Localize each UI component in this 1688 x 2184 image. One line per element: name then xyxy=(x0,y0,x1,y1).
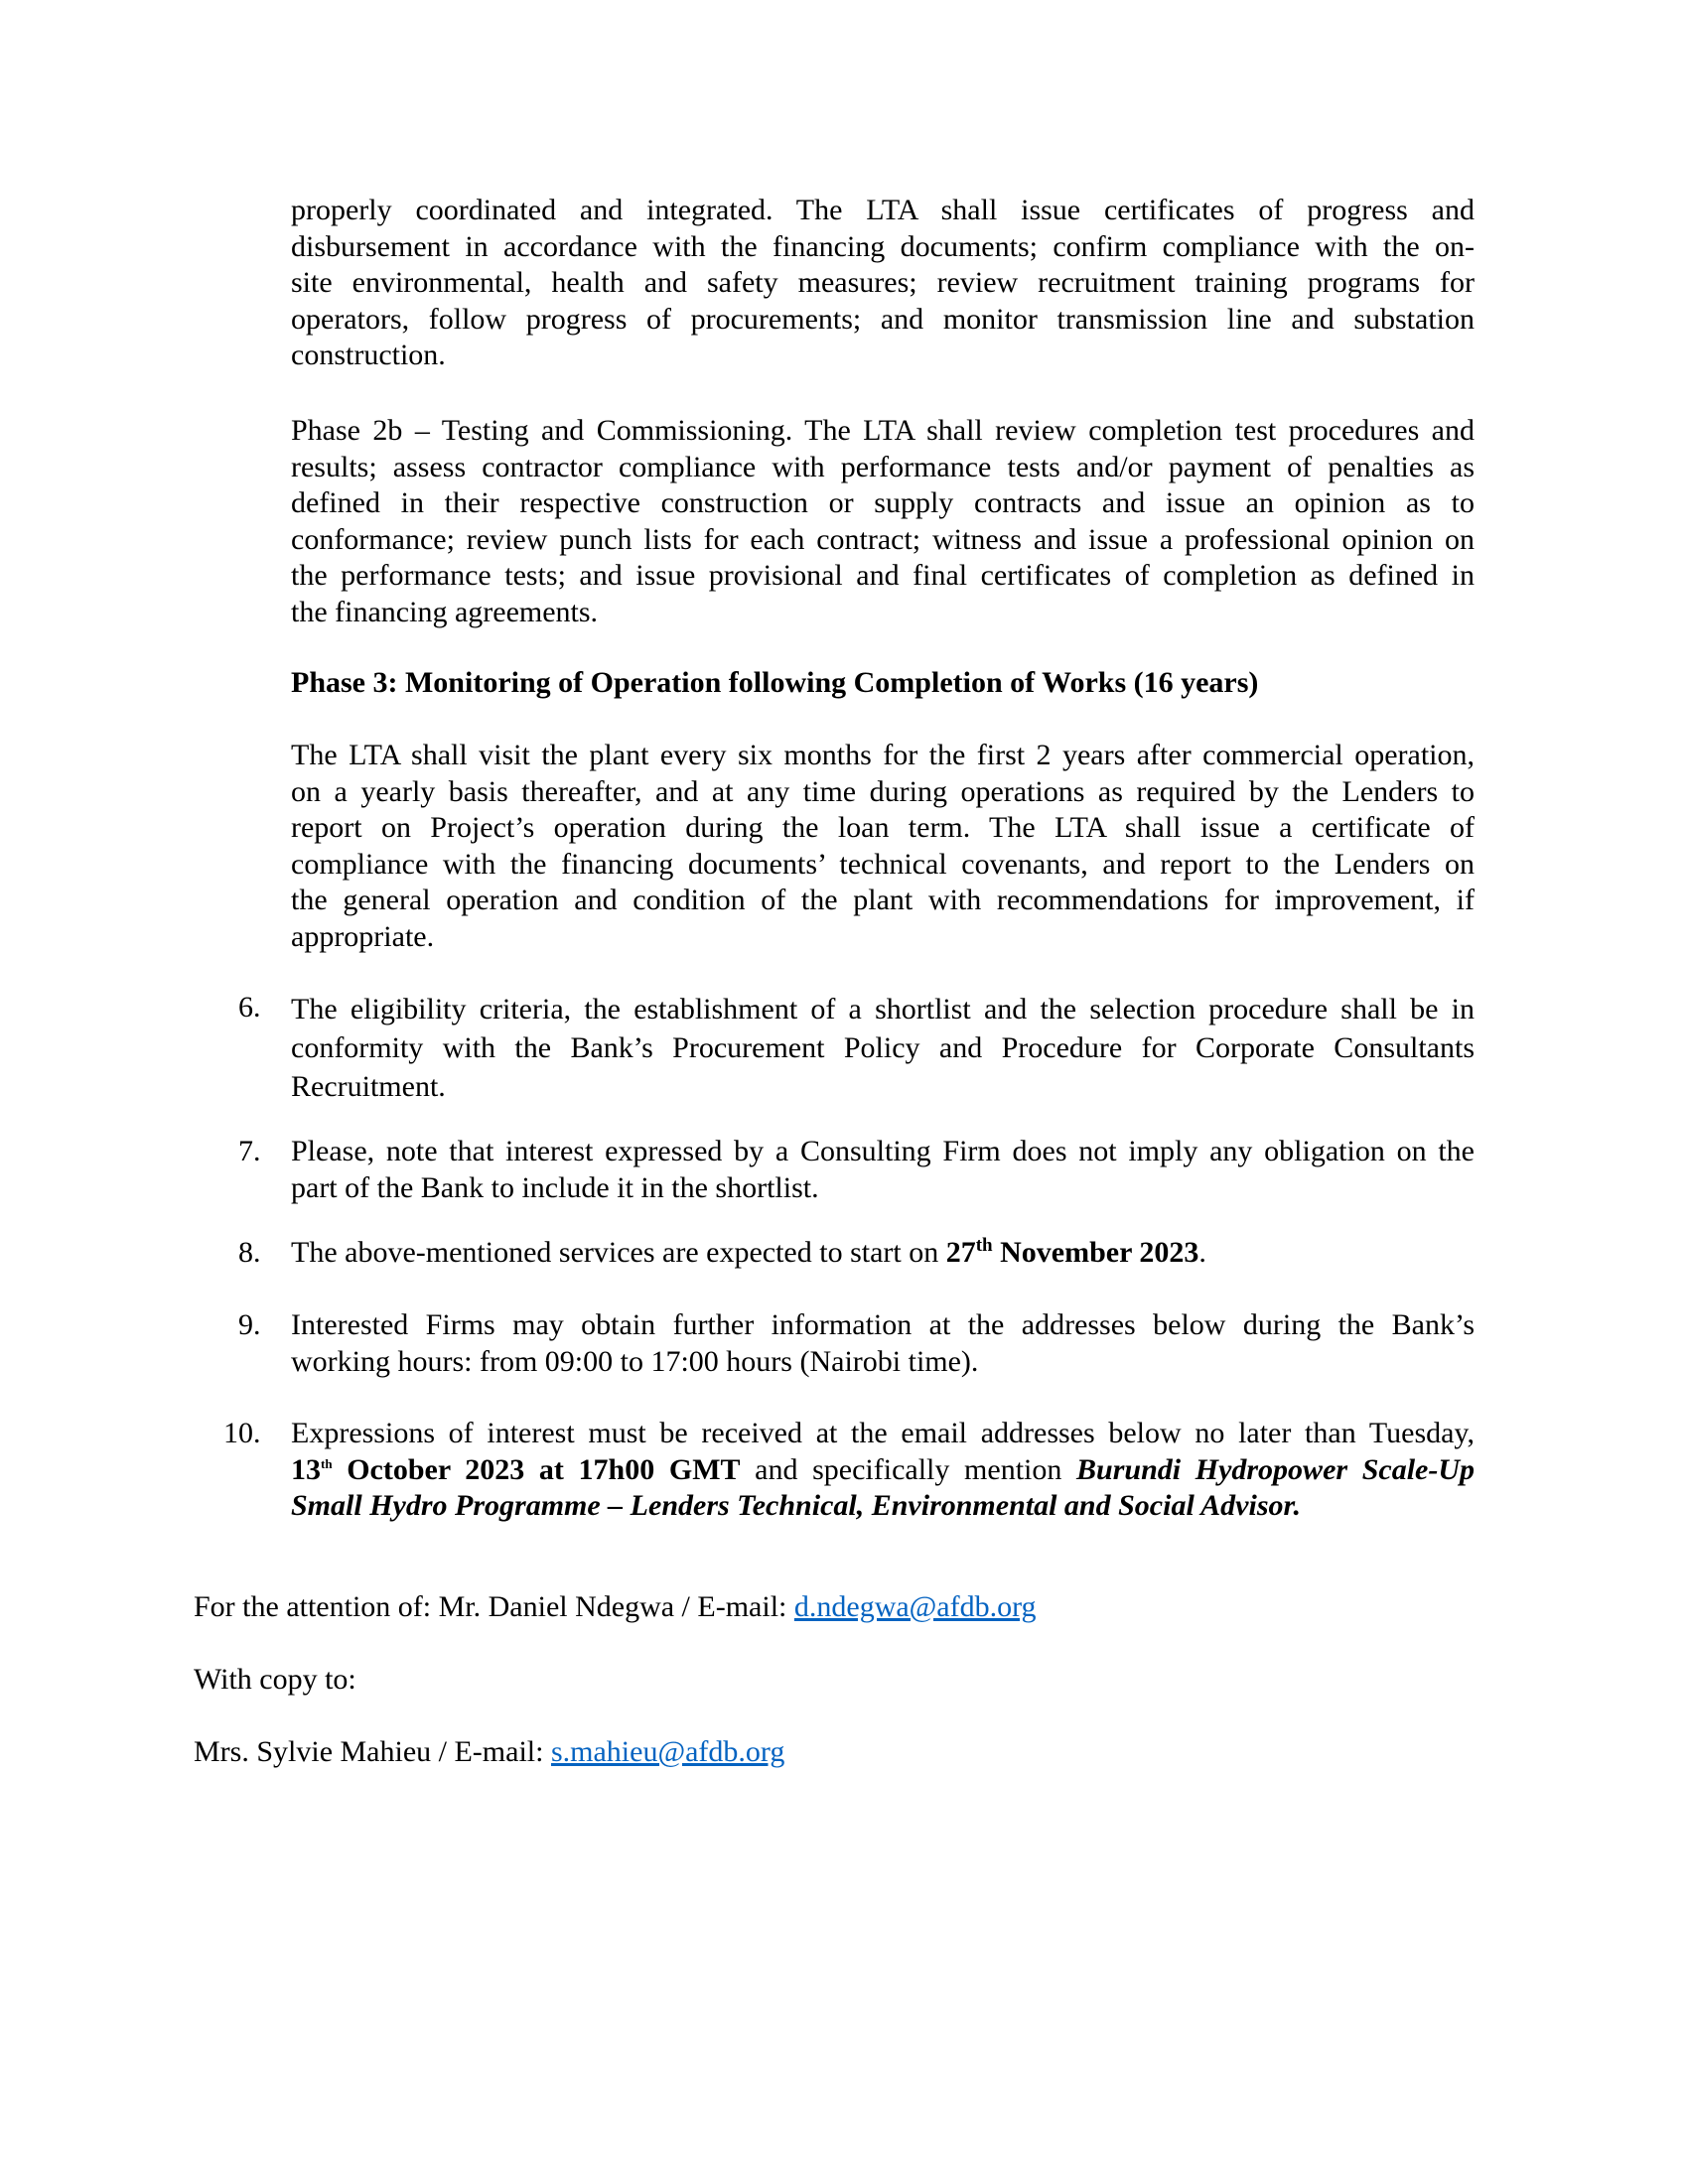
paragraph-line: results; assess contractor compliance with performance tests and/or payment of penalties as xyxy=(291,450,1475,483)
start-date-rest: November 2023 xyxy=(992,1236,1199,1269)
paragraph-line: the general operation and condition of the plant with recommendations for improvement, if xyxy=(291,884,1475,916)
paragraph-line: The LTA shall visit the plant every six months for the first 2 years after commercial operation, xyxy=(291,739,1475,771)
paragraph-line: the financing agreements. xyxy=(291,595,599,628)
list-item-line: conformity with the Bank’s Procurement Policy and Procedure for Corporate Consultants xyxy=(291,1031,1475,1064)
deadline-day: 13 xyxy=(291,1452,321,1486)
paragraph-line: on a yearly basis thereafter, and at any time during operations as required by the Lenders to xyxy=(291,774,1475,808)
start-date-day: 27 xyxy=(945,1236,976,1269)
list-item-body xyxy=(291,1307,1475,1380)
paragraph-line: site environmental, health and safety measures; review recruitment training programs for xyxy=(291,266,1475,299)
copy-prefix: Mrs. Sylvie Mahieu / E-mail: xyxy=(194,1735,551,1768)
list-item-text: and specifically mention xyxy=(740,1452,1077,1486)
paragraph-line: construction. xyxy=(291,339,446,371)
list-item-text: . xyxy=(1198,1236,1206,1269)
attention-email-link[interactable]: d.ndegwa@afdb.org xyxy=(793,1590,1037,1623)
list-number: 6. xyxy=(238,991,261,1024)
list-item-line: The eligibility criteria, the establishment of a shortlist and the selection procedure shall be in xyxy=(291,993,1475,1025)
attention-prefix: For the attention of: Mr. Daniel Ndegwa / E-mail: xyxy=(194,1590,794,1623)
list-item-body xyxy=(291,1416,1475,1525)
paragraph-line: properly coordinated and integrated. The LTA shall issue certificates of progress and xyxy=(291,194,1475,226)
list-item-line xyxy=(291,1452,1475,1489)
list-item-body xyxy=(291,1235,1475,1272)
deadline-rest: October 2023 at 17h00 GMT xyxy=(332,1452,741,1486)
list-item-body xyxy=(291,990,1475,1106)
copy-label: With copy to: xyxy=(194,1663,356,1696)
list-number: 7. xyxy=(238,1135,261,1167)
continuation-paragraph xyxy=(291,193,1475,374)
paragraph-line: Phase 2b – Testing and Commissioning. The LTA shall review completion test procedures and xyxy=(291,414,1475,447)
paragraph-line: report on Project’s operation during the loan term. The LTA shall issue a certificate of xyxy=(291,811,1475,844)
list-item-text: The above-mentioned services are expected to start on xyxy=(291,1236,946,1269)
phase-2b-paragraph xyxy=(291,413,1475,630)
programme-title: Small Hydro Programme – Lenders Technical, Environmental and Social Advisor. xyxy=(291,1489,1302,1522)
list-item-line: Interested Firms may obtain further information at the addresses below during the Bank’s xyxy=(291,1308,1475,1341)
list-number: 9. xyxy=(238,1308,261,1341)
programme-title: Burundi Hydropower Scale-Up xyxy=(1076,1452,1476,1486)
list-number: 10. xyxy=(223,1417,261,1449)
list-number: 8. xyxy=(238,1236,261,1269)
paragraph-line: compliance with the financing documents’ technical covenants, and report to the Lenders on xyxy=(291,847,1475,881)
paragraph-line: operators, follow progress of procurements; and monitor transmission line and substation xyxy=(291,302,1475,336)
list-item-body xyxy=(291,1134,1475,1206)
paragraph-line: conformance; review punch lists for each contract; witness and issue a professional opinion on xyxy=(291,522,1475,556)
phase-3-heading: Phase 3: Monitoring of Operation following Completion of Works (16 years) xyxy=(291,666,1259,699)
list-item-line: Please, note that interest expressed by a Consulting Firm does not imply any obligation on the xyxy=(291,1135,1475,1167)
paragraph-line: defined in their respective construction or supply contracts and issue an opinion as to xyxy=(291,486,1475,519)
attention-line xyxy=(194,1589,1484,1626)
list-item-line: Expressions of interest must be received at the email addresses below no later than Tuesday, xyxy=(291,1417,1475,1449)
start-date-suffix: th xyxy=(975,1235,993,1256)
copy-line xyxy=(194,1734,1484,1771)
list-item-line: part of the Bank to include it in the shortlist. xyxy=(291,1170,819,1204)
paragraph-line: appropriate. xyxy=(291,919,435,953)
deadline-suffix: th xyxy=(321,1455,333,1471)
list-item-line: working hours: from 09:00 to 17:00 hours (Nairobi time). xyxy=(291,1344,979,1378)
copy-email-link[interactable]: s.mahieu@afdb.org xyxy=(550,1735,785,1768)
list-item-line: Recruitment. xyxy=(291,1070,446,1103)
paragraph-line: the performance tests; and issue provisional and final certificates of completion as defined in xyxy=(291,559,1475,592)
phase-3-paragraph xyxy=(291,738,1475,955)
paragraph-line: disbursement in accordance with the financing documents; confirm compliance with the on- xyxy=(291,229,1475,263)
